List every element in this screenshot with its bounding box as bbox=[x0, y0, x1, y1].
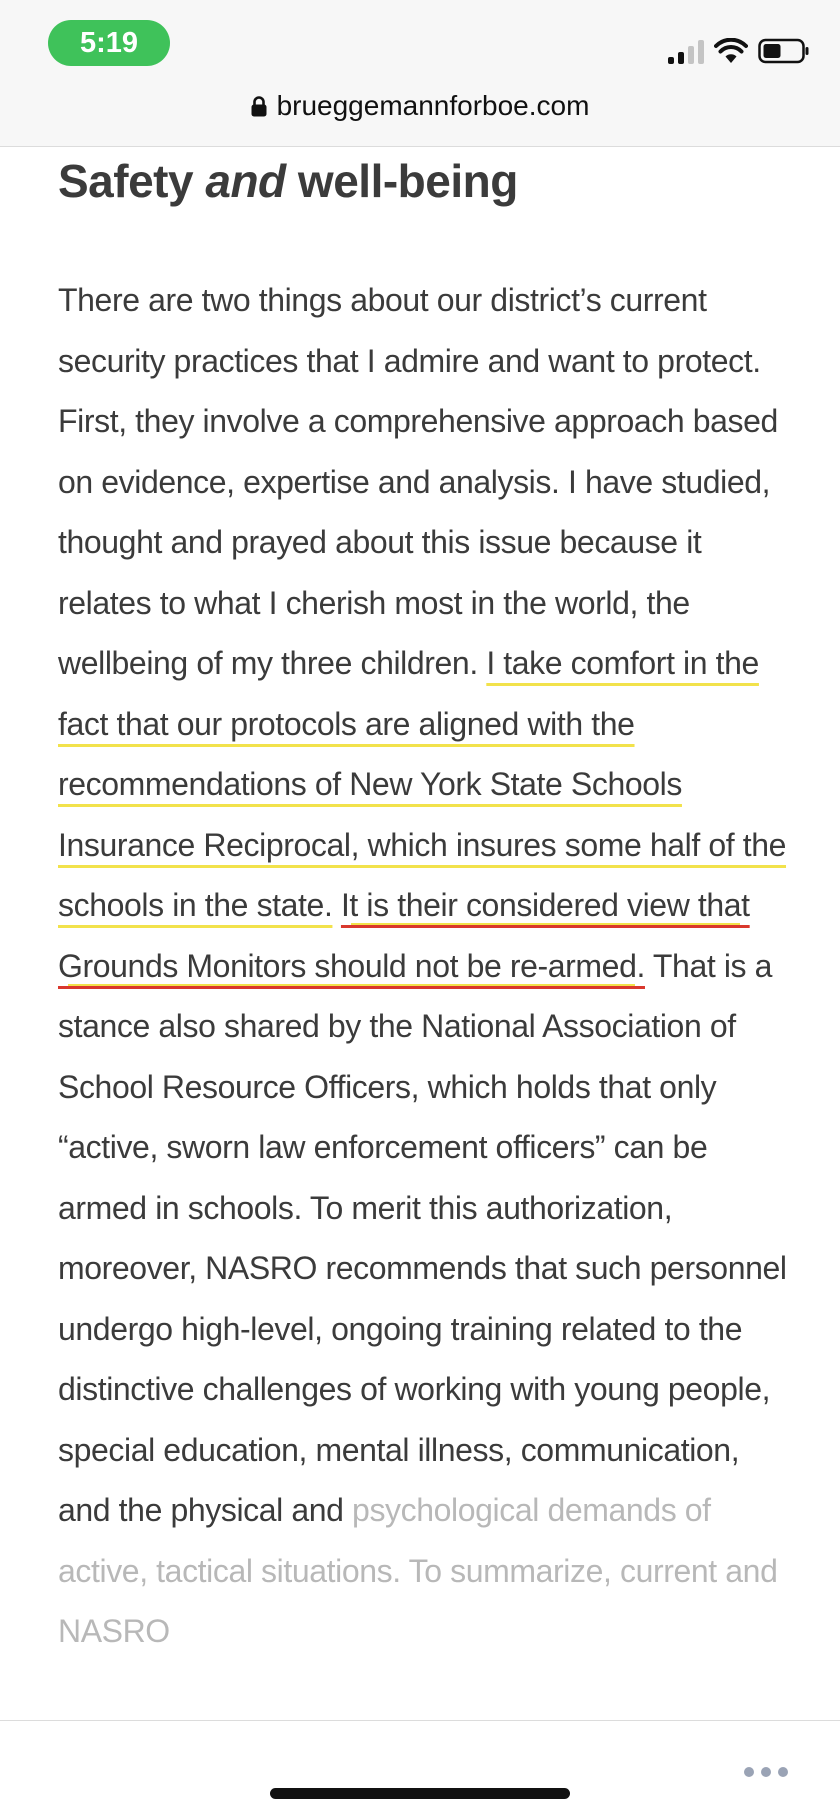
paragraph-space bbox=[332, 887, 341, 923]
cellular-signal-icon bbox=[668, 38, 704, 64]
address-bar[interactable] bbox=[0, 86, 840, 126]
heading-part-1: Safety bbox=[58, 155, 206, 207]
status-time[interactable]: 5:19 bbox=[48, 20, 170, 66]
article bbox=[58, 150, 798, 1662]
dot bbox=[761, 1767, 771, 1777]
wifi-icon bbox=[714, 38, 748, 64]
browser-bottom-toolbar bbox=[0, 1720, 840, 1819]
paragraph-faded-text: psychological demands of active, tactical situations. To summarize, current and NASRO bbox=[58, 1492, 778, 1649]
dot bbox=[778, 1767, 788, 1777]
dot bbox=[744, 1767, 754, 1777]
heading-part-3: well-being bbox=[285, 155, 518, 207]
section-heading bbox=[58, 150, 798, 212]
red-underlined-passage: It is their considered view that Grounds Monitors should not be re-armed. bbox=[58, 887, 750, 984]
heading-italic-word: and bbox=[205, 155, 286, 207]
paragraph-continuation: That is a stance also shared by the National Association of School Resource Officers, which holds that only “active, sworn law enforcement officers” can be armed in schools. To merit this authorization, moreover, NASRO recommends that such personnel undergo high-level, ongoing training related to the distinctive challenges of working with young people, special education, mental illness, communication, and the physical and bbox=[58, 947, 787, 1528]
article-paragraph bbox=[58, 270, 798, 1662]
paragraph-intro: There are two things about our district’s current security practices that I admire and want to protect. First, they involve a comprehensive approach based on evidence, expertise and analysis. I have studied, thought and prayed about this issue because it relates to what I cherish most in the world, the wellbeing of my three children. bbox=[58, 282, 778, 681]
battery-icon bbox=[758, 38, 810, 64]
home-indicator[interactable] bbox=[270, 1788, 570, 1799]
url-text[interactable]: brueggemannforboe.com bbox=[276, 90, 590, 121]
lock-icon bbox=[251, 95, 267, 117]
more-dots-icon[interactable] bbox=[744, 1767, 788, 1777]
yellow-underlined-passage: I take comfort in the fact that our protocols are aligned with the recommendations of New York State Schools Insurance Reciprocal, which insures some half of the schools in the state. bbox=[58, 645, 787, 923]
browser-top-bar bbox=[0, 0, 840, 147]
status-icons bbox=[668, 36, 810, 66]
